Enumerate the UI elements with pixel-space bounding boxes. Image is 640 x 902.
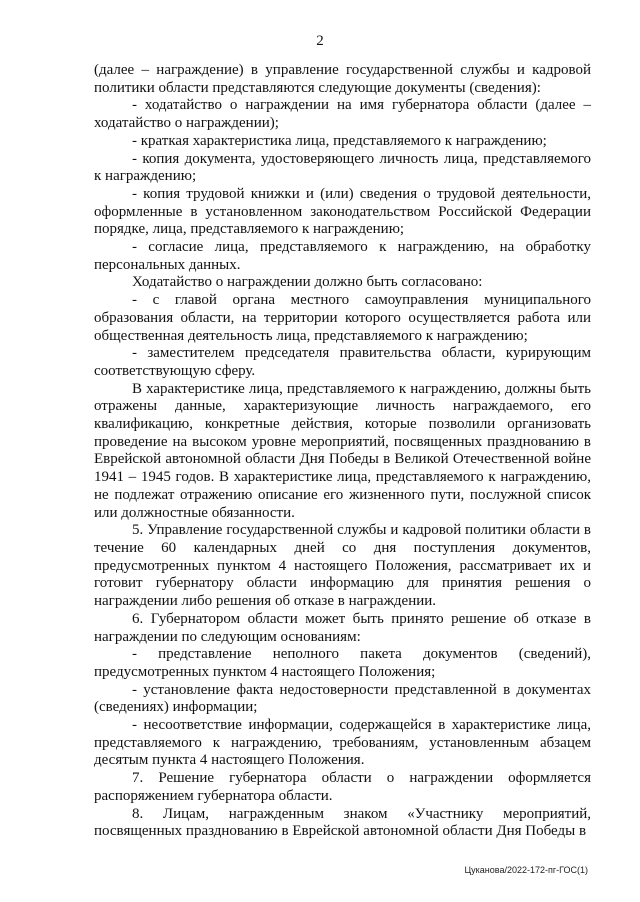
paragraph: В характеристике лица, представляемого к награждению, должны быть отражены данные, характеризующие личность награждаемого, его квалификацию, конкретные действия, которые позволили организовать проведение на высоком уровне мероприятий, посвященных празднованию в Еврейской автономной области Дня Победы в Великой Отечественной войне 1941 – 1945 годов. В характеристике лица, представляемого к награждению, не подлежат отражению описание его жизненного пути, послужной список или должностные обязанности. [94, 380, 591, 521]
document-body [94, 62, 591, 841]
paragraph: - краткая характеристика лица, представляемого к награждению; [132, 132, 547, 149]
paragraph: - копия документа, удостоверяющего личность лица, представляемого к награждению; [94, 150, 591, 185]
paragraph: - ходатайство о награждении на имя губернатора области (далее – ходатайство о награждении); [94, 97, 591, 132]
paragraph: - с главой органа местного самоуправления муниципального образования области, на территории которого осуществляется работа или общественная деятельность лица, представляемого к награждению; [94, 292, 591, 344]
paragraph: - согласие лица, представляемого к награждению, на обработку персональных данных. [94, 239, 591, 273]
paragraph: - представление неполного пакета документов (сведений), предусмотренных пунктом 4 настоящего Положения; [94, 646, 591, 680]
paragraph: 5. Управление государственной службы и кадровой политики области в течение 60 календарных дней со дня поступления документов, предусмотренных пунктом 4 настоящего Положения, рассматривает их и готовит губернатору области информацию для принятия решения о награждении либо решения об отказе в награждении. [94, 522, 591, 610]
paragraph: (далее – награждение) в управление государственной службы и кадровой политики области представляются следующие документы (сведения): [94, 62, 591, 96]
paragraph: 8. Лицам, награжденным знаком «Участнику мероприятий, посвященных празднованию в Еврейской автономной области Дня Победы в [94, 805, 591, 840]
paragraph: - заместителем председателя правительства области, курирующим соответствующую сферу. [94, 345, 591, 379]
paragraph: - копия трудовой книжки и (или) сведения о трудовой деятельности, оформленные в установленном законодательством Российской Федерации порядке, лица, представляемого к награждению; [94, 185, 591, 238]
paragraph: 6. Губернатором области может быть принято решение об отказе в награждении по следующим основаниям: [94, 610, 591, 645]
document-code: Цуканова/2022-172-пг-ГОС(1) [464, 865, 588, 875]
paragraph: - несоответствие информации, содержащейся в характеристике лица, представляемого к награждению, требованиям, установленным абзацем десятым пункта 4 настоящего Положения. [94, 717, 591, 769]
paragraph: Ходатайство о награждении должно быть согласовано: [132, 274, 483, 291]
paragraph: - установление факта недостоверности представленной в документах (сведениях) информации; [94, 681, 591, 716]
paragraph: 7. Решение губернатора области о награждении оформляется распоряжением губернатора области. [94, 770, 591, 804]
page-number: 2 [316, 33, 324, 49]
